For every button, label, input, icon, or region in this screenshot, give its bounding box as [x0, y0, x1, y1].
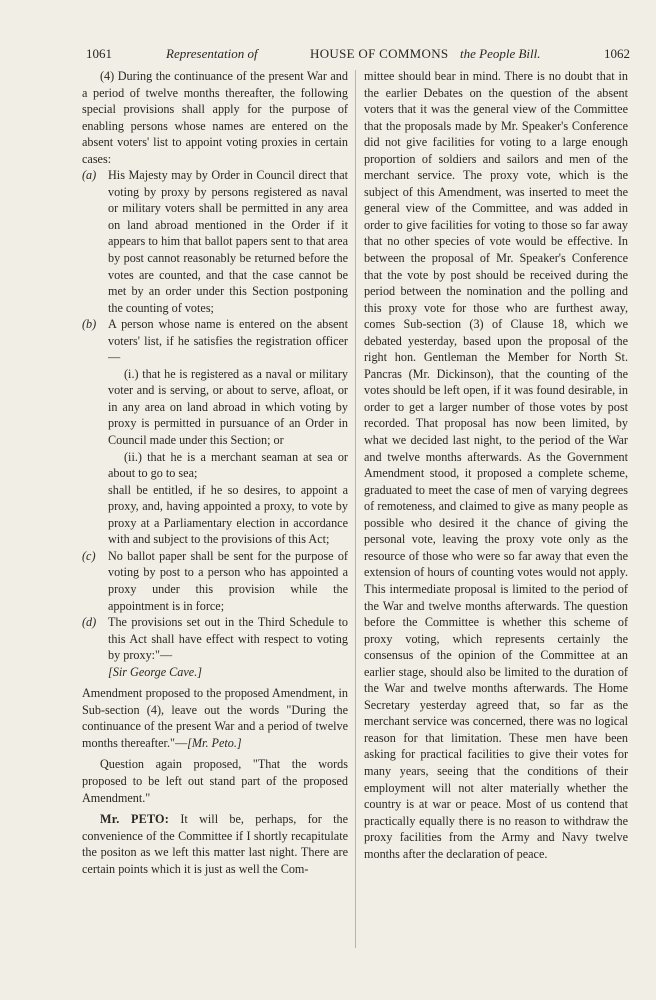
amendment-mover: [Mr. Peto.]	[187, 735, 242, 750]
paragraph-d	[82, 614, 348, 680]
house-title: HOUSE OF COMMONS	[310, 46, 449, 61]
speech-peto	[82, 811, 348, 877]
page-number-right: 1062	[604, 46, 630, 61]
amendment-text: Amendment proposed to the proposed Amendment, in Sub-section (4), leave out the words "During the continuance of the present War and a period of twelve months thereafter."—	[82, 686, 348, 750]
paragraph-d-text	[108, 614, 348, 664]
paragraph-b	[82, 316, 348, 366]
amendment-attribution: [Sir George Cave.]	[108, 664, 202, 679]
running-title: Representation of	[166, 46, 258, 61]
speaker-name: Mr. PETO:	[100, 812, 169, 827]
page-number-left: 1061	[86, 46, 112, 61]
speech-text: It will be, perhaps, for the convenience of the Committee if I shortly recapitulate the positon as we left this matter last night. There are certain points which it is just as well the Com-	[82, 812, 348, 876]
left-column	[82, 68, 348, 877]
bill-title: the People Bill.	[460, 46, 541, 61]
paragraph-a-label: (a)	[82, 168, 97, 183]
paragraph-b-text: A person whose name is entered on the absent voters' list, if he satisfies the registration officer—	[108, 317, 348, 365]
running-header	[86, 46, 630, 66]
paragraph-c-text: No ballot paper shall be sent for the purpose of voting by post to a person who has appointed a proxy under this provision while the appointment is in force;	[108, 548, 348, 613]
paragraph-b-continuation: shall be entitled, if he so desires, to appoint a proxy, and, having appointed a proxy, to vote by proxy at a Parliamentary election in accordance with and subject to the provisions of this Act;	[108, 482, 348, 547]
paragraph-c-label: (c)	[82, 548, 96, 563]
speech-continuation: mittee should bear in mind. There is no doubt that in the earlier Debates on the question of the absent voters that it was the general view of the Committee that the proposals made by Mr. Speaker's Conference did not give facilities for voting to a large enough proportion of soldiers and sailors and men of the merchant service. The proxy vote, which is the subject of this Amendment, was inserted to meet the general view of the Committee, and was added in order to give facilities for voting to those so far away that no other species of vote would be effective. In between the proposal of Mr. Speaker's Conference that the vote by post should be received during the period between the nomination and the polling and this proxy vote for those who are furthest away, comes Sub-section (3) of Clause 18, which we debated yesterday, based upon the proposal of the right hon. Gentleman the Member for North St. Pancras (Mr. Dickinson), that the counting of the votes should be left open, if it was found desirable, in order to get a larger number of those votes by post recorded. That proposal has now been limited, by what we decided last night, to the period of the War and twelve months afterwards. As the Government Amendment stood, it proposed a complete scheme, graduated to meet the case of men of varying degrees of remoteness, and claimed to give as many people as possible who desired it the chance of giving the personal vote, leaving the proxy vote only as the resource of those who were so far away that even the extension of hours of counting votes would not apply. This intermediate proposal is limited to the period of the War and twelve months afterwards. The question before the Committee is whether this scheme of proxy voting, which represents certainly the consensus of the opinion of the Committee at an earlier stage, should also be limited to the duration of the War and twelve months afterwards. The Home Secretary yesterday agreed that, so far as the merchant service was concerned, there was no logical reason for that limitation. These men have been asking for practical facilities to give their votes for many years, seeing that the conditions of their employment will not alter materially whether the country is at war or peace. Most of us contend that practically equally there is no reason to withdraw the proxy facilities from the Army and Navy twelve months after the declaration of peace.	[364, 69, 628, 861]
question-proposed: Question again proposed, "That the words proposed to be left out stand part of the proposed Amendment."	[82, 757, 348, 805]
paragraph-d-label: (d)	[82, 615, 97, 630]
amendment-to-amendment	[82, 685, 348, 751]
paragraph-a-text: His Majesty may by Order in Council direct that voting by proxy by persons registered as naval or military voters shall be permitted in any area on land abroad mentioned in the Order if it appears to him that ballot papers sent to that area by post cannot reasonably be returned before the votes are counted, and that the case cannot be met by an order under this Section postponing the counting of votes;	[108, 168, 348, 315]
paragraph-c	[82, 548, 348, 614]
column-divider	[355, 70, 356, 948]
right-column	[364, 68, 628, 862]
paragraph-d-body: The provisions set out in the Third Schedule to this Act shall have effect with respect to voting by proxy:"—	[108, 615, 348, 663]
paragraph-b-ii: (ii.) that he is a merchant seaman at sea or about to go to sea;	[108, 449, 348, 481]
paragraph-b-label: (b)	[82, 317, 97, 332]
paragraph-b-i: (i.) that he is registered as a naval or military voter and is serving, or about to serve, afloat, or in any area on land abroad in which voting by proxy is permitted in pursuance of an Order in Council made under this Section; or	[108, 366, 348, 448]
paragraph-a	[82, 167, 348, 316]
subsection-4: (4) During the continuance of the present War and a period of twelve months thereafter, the following special provisions shall apply for the purpose of enabling persons whose names are entered on the absent voters' list to appoint voting proxies in certain cases:	[82, 69, 348, 166]
